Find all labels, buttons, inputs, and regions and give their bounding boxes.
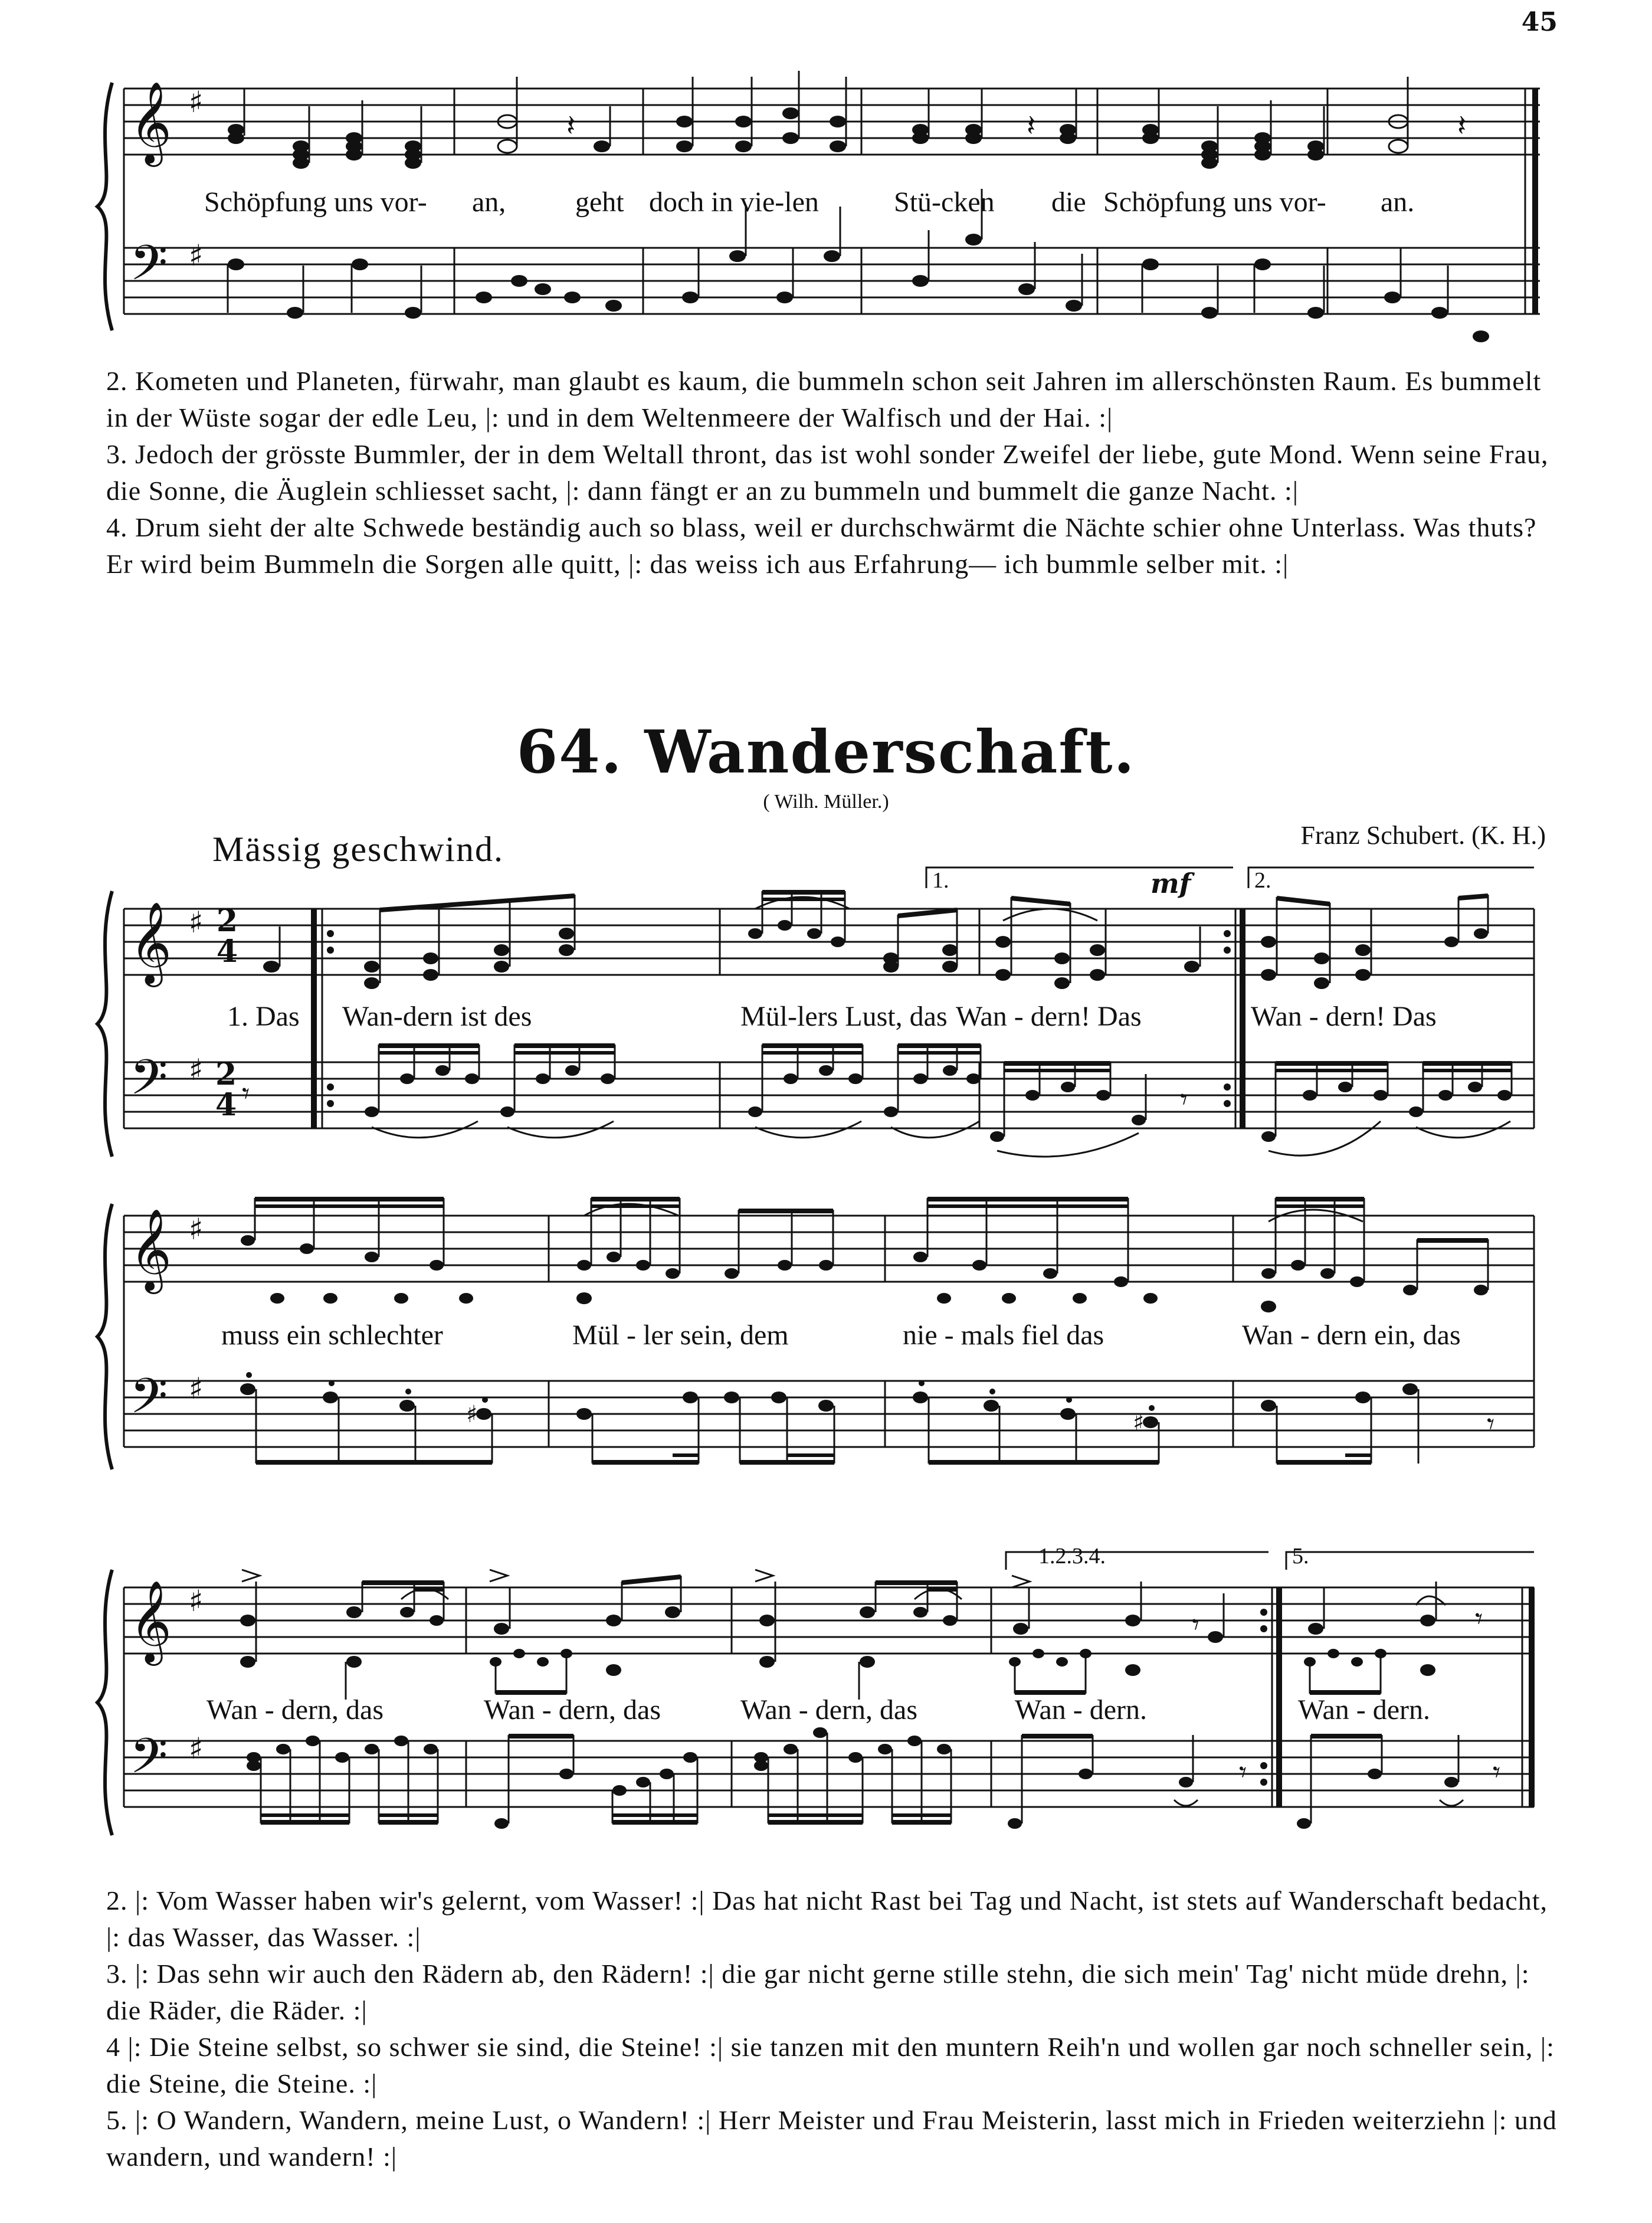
lyric-s3-1: Wan - dern, das: [206, 1694, 384, 1726]
lyric-s3-5: Wan - dern.: [1298, 1694, 1431, 1726]
svg-text:𝄾: 𝄾: [1493, 1755, 1501, 1789]
verse-prev-3: 3. Jedoch der grösste Bummler, der in dem Weltall thront, das ist wohl sonder Zweifel der liebe, gute Mond. Wenn seine Frau, die Sonne, die Äuglein schliesset sacht, |: dann fängt er an zu bummeln und bummelt die ganze Nacht. :|: [106, 439, 1549, 506]
lyric-s1-5: Wan - dern! Das: [1251, 1001, 1437, 1032]
lyric-s1-3: Mül-lers Lust, das: [740, 1001, 948, 1032]
svg-text:𝄽: 𝄽: [1457, 109, 1467, 143]
svg-text:𝄾: 𝄾: [242, 1076, 250, 1111]
lyric-s3-2: Wan - dern, das: [484, 1694, 661, 1726]
tempo-marking: Mässig geschwind.: [212, 830, 504, 869]
lyric-top-7: Schöpfung uns vor-: [1103, 186, 1326, 218]
svg-text:𝄢: 𝄢: [130, 1367, 168, 1436]
lyric-s2-3: nie - mals fiel das: [903, 1320, 1104, 1351]
svg-text:♯: ♯: [189, 238, 204, 273]
lyric-s3-3: Wan - dern, das: [740, 1694, 918, 1726]
ending-2-label: 2.: [1254, 868, 1271, 893]
lyric-s2-1: muss ein schlechter: [221, 1320, 443, 1351]
lyric-top-8: an.: [1381, 186, 1415, 218]
lyric-s1-1: 1. Das: [227, 1001, 300, 1032]
song-title: 64. Wanderschaft.: [516, 717, 1136, 787]
lyric-top-6: die: [1051, 186, 1086, 218]
svg-text:♯: ♯: [189, 1053, 204, 1087]
dynamic-marking: mf: [1150, 867, 1191, 899]
svg-text:♯: ♯: [189, 1212, 204, 1246]
svg-text:♯: ♯: [189, 1584, 204, 1618]
time-signature-bass-text: 2 4: [215, 1056, 237, 1123]
lyric-s1-2: Wan-dern ist des: [342, 1001, 532, 1032]
svg-text:𝄽: 𝄽: [566, 109, 576, 143]
verse-song-2: 2. |: Vom Wasser haben wir's gelernt, vom Wasser! :| Das hat nicht Rast bei Tag und Nacht, ist stets auf Wanderschaft bedacht, |: das Wasser, das Wasser. :|: [106, 1885, 1548, 1952]
composer: Franz Schubert. (K. H.): [1300, 821, 1546, 850]
svg-text:𝄽: 𝄽: [1027, 109, 1036, 143]
verse-song-3: 3. |: Das sehn wir auch den Rädern ab, den Rädern! :| die gar nicht gerne stille stehn, die sich mein' Tag' nicht müde drehn, |: die Räder, die Räder. :|: [106, 1959, 1530, 2025]
svg-text:𝄾: 𝄾: [1475, 1602, 1483, 1636]
svg-text:♯: ♯: [189, 1371, 204, 1406]
svg-text:𝄾: 𝄾: [1487, 1407, 1495, 1441]
svg-text:𝄢: 𝄢: [130, 1049, 168, 1118]
verse-song-5: 5. |: O Wandern, Wandern, meine Lust, o Wandern! :| Herr Meister und Frau Meisterin, lasst mich in Frieden weiterziehn |: und wandern, und wandern! :|: [106, 2105, 1557, 2172]
lyric-top-2: an,: [472, 186, 506, 218]
music-system-top: [94, 71, 1558, 348]
svg-text:♯: ♯: [189, 1731, 204, 1766]
lyric-s3-4: Wan - dern.: [1015, 1694, 1148, 1726]
svg-text:𝄾: 𝄾: [1239, 1755, 1247, 1789]
lyric-top-4: doch in vie-len: [649, 186, 819, 218]
lyric-top-3: geht: [575, 186, 624, 218]
svg-text:♯: ♯: [189, 905, 204, 939]
svg-text:𝄞: 𝄞: [130, 1580, 172, 1662]
lyric-s1-4: Wan - dern! Das: [956, 1001, 1142, 1032]
lyric-top-1: Schöpfung uns vor-: [204, 186, 427, 218]
verse-song-4: 4 |: Die Steine selbst, so schwer sie sind, die Steine! :| sie tanzen mit den muntern Reih'n und wollen gar noch schneller sein, |: die Steine, die Steine. :|: [106, 2032, 1555, 2098]
svg-text:♯: ♯: [189, 85, 204, 119]
svg-text:𝄾: 𝄾: [1180, 1082, 1188, 1117]
svg-text:𝄞: 𝄞: [130, 81, 172, 163]
svg-text:𝄢: 𝄢: [130, 1727, 168, 1796]
lyric-s2-2: Mül - ler sein, dem: [572, 1320, 789, 1351]
verse-prev-2: 2. Kometen und Planeten, fürwahr, man glaubt es kaum, die bummeln schon seit Jahren im allerschönsten Raum. Es bummelt in der Wüste sogar der edle Leu, |: und in dem Weltenmeere der Walfisch und der Hai. :|: [106, 366, 1542, 433]
lyric-s2-4: Wan - dern ein, das: [1242, 1320, 1461, 1351]
song-poet: ( Wilh. Müller.): [763, 791, 889, 813]
svg-text:𝄢: 𝄢: [130, 234, 168, 303]
music-system-1: [94, 867, 1558, 1168]
svg-text:♯: ♯: [466, 1401, 478, 1428]
svg-text:𝄞: 𝄞: [130, 1209, 172, 1291]
time-signature-treble: [215, 903, 239, 970]
time-signature-bass: [215, 1056, 239, 1123]
music-system-3: [94, 1546, 1558, 1853]
time-signature-treble-text: 2 4: [216, 903, 238, 970]
svg-text:♯: ♯: [1133, 1409, 1145, 1436]
page-number: 45: [1521, 7, 1558, 37]
svg-text:𝄞: 𝄞: [130, 902, 172, 984]
lyric-top-5: Stü-cken: [894, 186, 995, 218]
ending-1234-label: 1.2.3.4.: [1038, 1544, 1106, 1569]
ending-1-label: 1.: [932, 868, 949, 893]
ending-5-label: 5.: [1292, 1544, 1309, 1569]
verse-prev-4: 4. Drum sieht der alte Schwede beständig auch so blass, weil er durchschwärmt die Nächte schier ohne Unterlass. Was thuts? Er wird beim Bummeln die Sorgen alle quitt, |: das weiss ich aus Erfahrung— ich bummle selber mit. :|: [106, 512, 1537, 579]
music-system-2: [94, 1186, 1558, 1481]
verses-wanderschaft: [106, 1882, 1558, 2175]
verses-previous-song: [106, 363, 1558, 582]
svg-text:𝄾: 𝄾: [1192, 1607, 1200, 1642]
